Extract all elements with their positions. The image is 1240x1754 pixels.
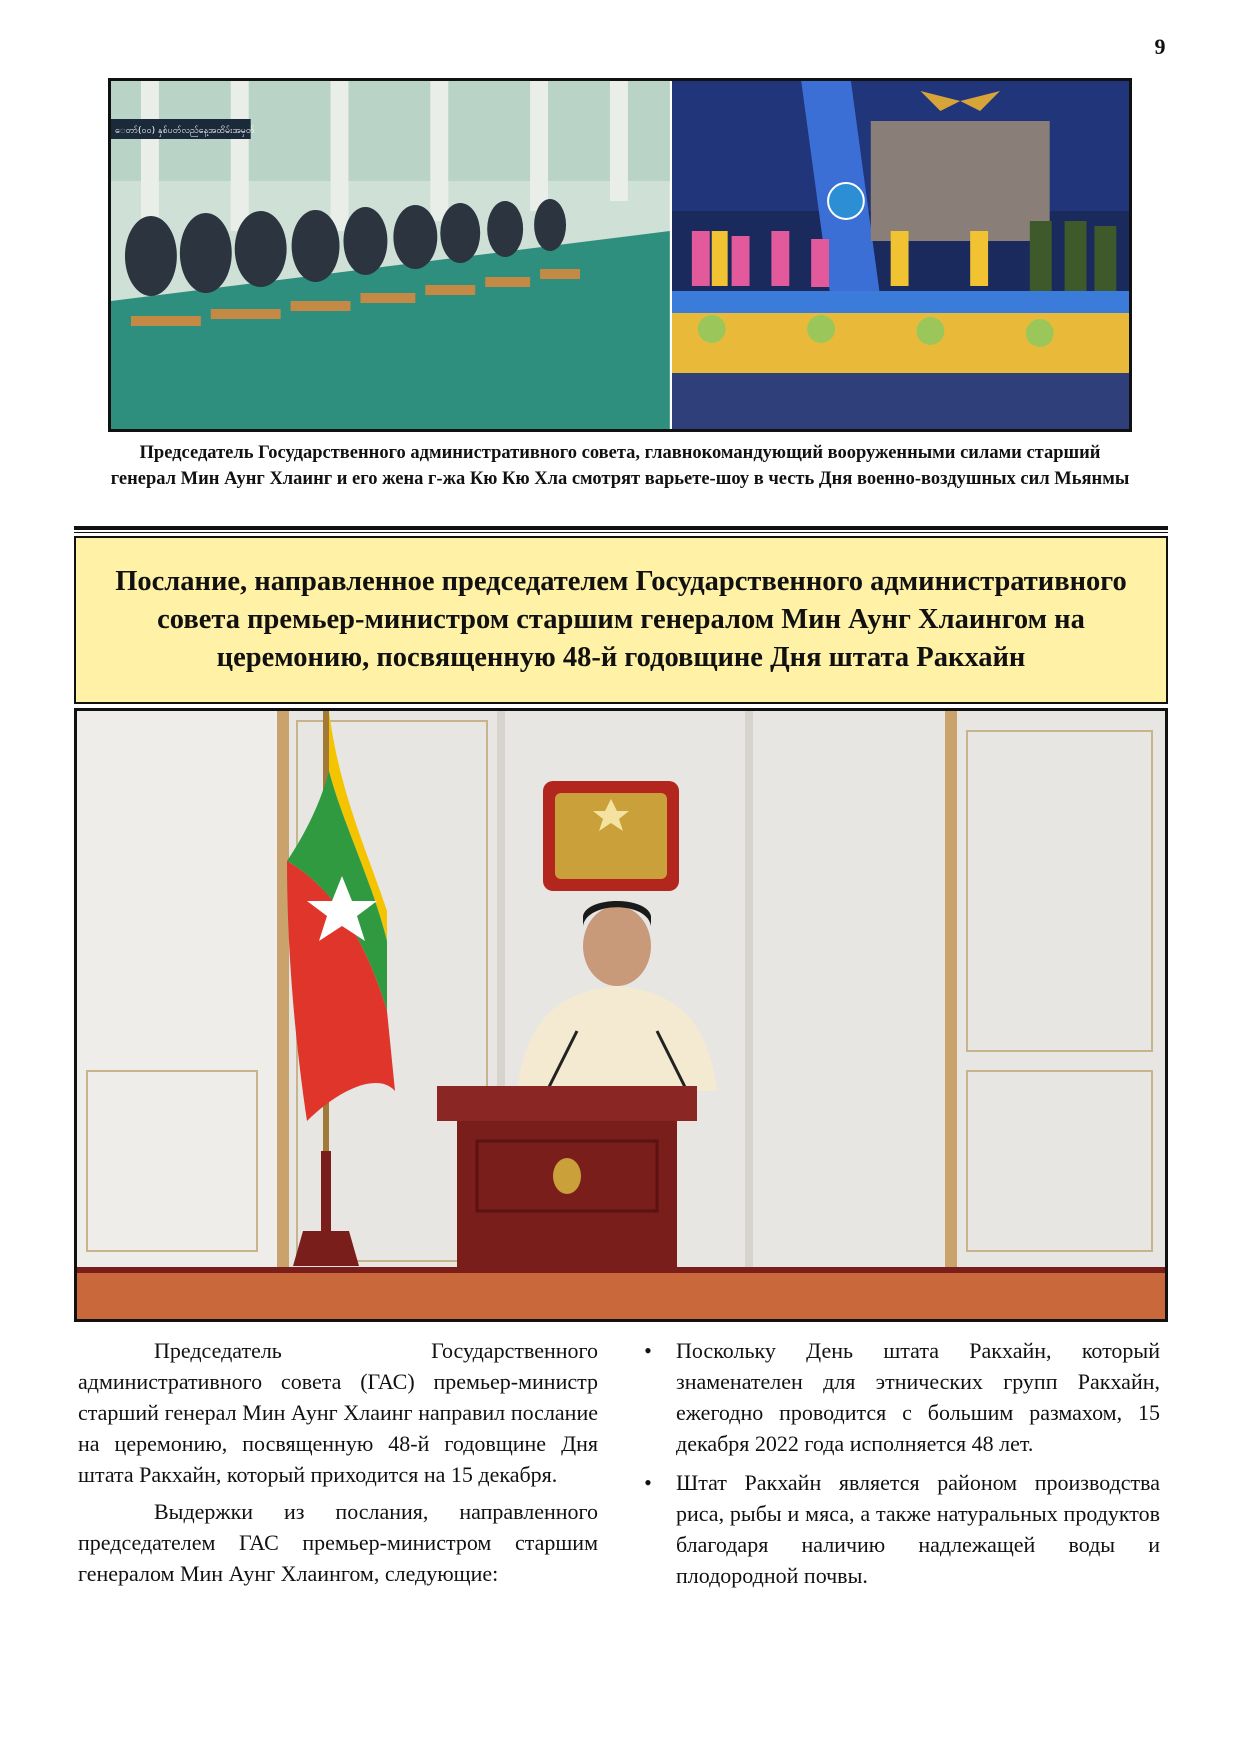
main-photo — [74, 708, 1168, 1322]
headline-box — [74, 536, 1168, 704]
page-number: 9 — [1154, 34, 1166, 59]
stage-photo — [670, 81, 1129, 429]
bullet-dot-icon: • — [644, 1470, 652, 1495]
headline: Послание, направленное председателем Государственного административного совета премьер-министром старшим генералом Мин Аунг Хлаингом на церемонию, посвященную 48-й годовщине Дня штата Ракхайн — [115, 566, 1127, 673]
body-paragraph: Председатель Государственного административного совета (ГАС) премьер-министр старший генерал Мин Аунг Хлаинг направил послание на церемонию, посвященную 48-й годовщине Дня штата Ракхайн, который приходится на 15 декабря. — [78, 1338, 598, 1487]
top-photo-caption: Председатель Государственного административного совета, главнокомандующий вооруженными силами старший генерал Мин Аунг Хлаинг и его жена г-жа Кю Кю Хла смотрят варьете-шоу в честь Дня военно-воздушных сил Мьянмы — [110, 443, 1130, 489]
bullet-dot-icon: • — [644, 1338, 652, 1363]
body-paragraph: Выдержки из послания, направленного председателем ГАС премьер-министром старшим генералом Мин Аунг Хлаингом, следующие: — [78, 1499, 598, 1586]
banner-text: ေတာ်(၀၀) နှစ်ပတ်လည်နေ့အထိမ်းအမှတ် — [114, 125, 255, 137]
section-divider-thin — [74, 532, 1168, 533]
bullet-item — [638, 1335, 1160, 1459]
audience-photo — [111, 81, 670, 429]
top-photo — [108, 78, 1132, 432]
section-divider — [74, 526, 1168, 530]
bullet-item — [638, 1467, 1160, 1591]
bullet-text: Поскольку День штата Ракхайн, который знаменателен для этнических групп Ракхайн, ежегодно проводится с большим размахом, 15 декабря 2022 года исполняется 48 лет. — [676, 1338, 1160, 1456]
body-left-column — [78, 1335, 598, 1595]
bullet-list — [638, 1335, 1160, 1591]
bullet-text: Штат Ракхайн является районом производства риса, рыбы и мяса, а также натуральных продуктов благодаря наличию надлежащей воды и плодородной почвы. — [676, 1470, 1160, 1588]
body-right-column — [638, 1335, 1160, 1599]
